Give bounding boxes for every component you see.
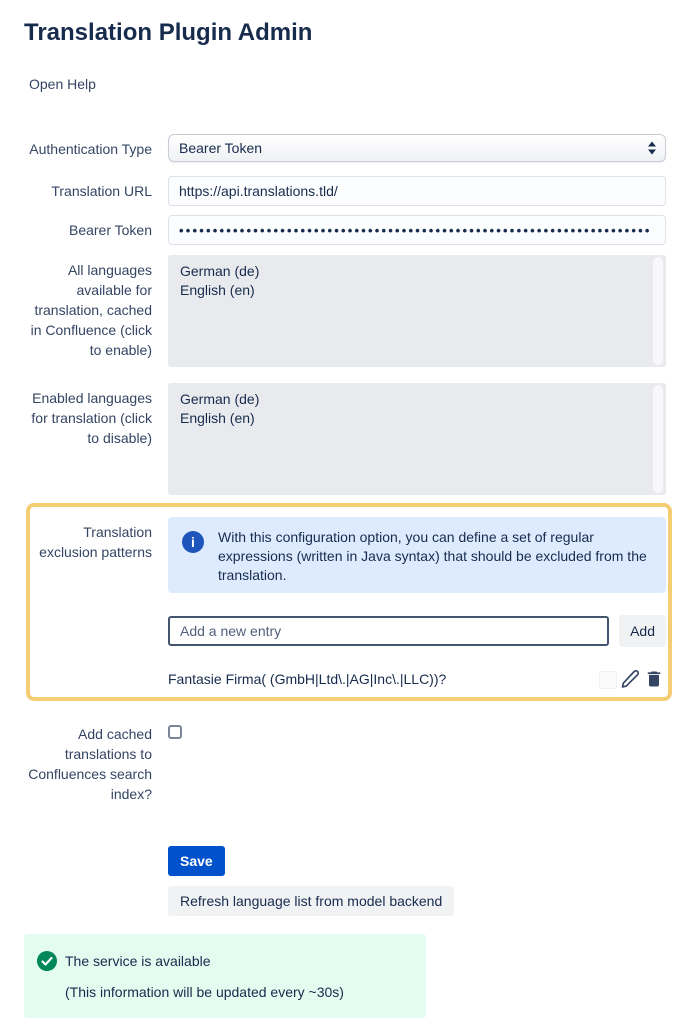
auth-type-select[interactable] — [168, 134, 666, 162]
info-icon: i — [182, 531, 204, 553]
settings-form — [24, 134, 666, 916]
bearer-token-label: Bearer Token — [68, 222, 152, 238]
save-button[interactable]: Save — [168, 846, 225, 876]
service-status-note: (This information will be updated every ~30s) — [65, 984, 344, 1000]
refresh-languages-button[interactable]: Refresh language list from model backend — [168, 886, 454, 916]
service-status-message: The service is available — [65, 953, 211, 969]
scrollbar[interactable] — [653, 257, 663, 365]
form-row-auth-type — [24, 134, 666, 162]
delete-entry-button[interactable] — [642, 669, 666, 689]
exclusion-add-row — [168, 615, 666, 647]
enabled-languages-multiselect[interactable] — [168, 383, 666, 495]
scrollbar[interactable] — [653, 385, 663, 493]
check-circle-icon — [37, 951, 57, 971]
translation-url-input[interactable] — [168, 176, 666, 206]
save-row — [168, 846, 666, 876]
enabled-languages-label: Enabled languages for translation (click to disable) — [31, 390, 152, 446]
translation-url-label: Translation URL — [51, 183, 152, 199]
page-title: Translation Plugin Admin — [24, 19, 313, 46]
pencil-icon — [620, 677, 640, 692]
auth-type-label: Authentication Type — [29, 141, 152, 157]
language-option-german[interactable]: German (de) — [180, 263, 260, 279]
open-help-link[interactable]: Open Help — [29, 76, 96, 92]
form-row-translation-url — [24, 176, 666, 206]
exclusion-patterns-section — [26, 503, 672, 701]
form-row-exclusion-patterns — [30, 517, 666, 689]
language-option-german[interactable]: German (de) — [180, 391, 260, 407]
exclusion-patterns-label: Translation exclusion patterns — [39, 524, 152, 560]
all-languages-label: All languages available for translation, cached in Confluence (click to enable) — [30, 262, 152, 358]
all-languages-multiselect[interactable] — [168, 255, 666, 367]
exclusion-info-text: With this configuration option, you can define a set of regular expressions (written in Java syntax) that should be excluded from the translation. — [218, 529, 647, 583]
exclusion-info-panel — [168, 517, 666, 593]
service-status-panel — [24, 934, 426, 1018]
trash-icon — [644, 677, 664, 692]
exclusion-entry-row — [168, 669, 666, 689]
edit-entry-button[interactable] — [618, 669, 642, 689]
form-row-search-index — [24, 719, 666, 804]
exclusion-entry-input[interactable] — [168, 616, 609, 646]
entry-ghost-box — [599, 671, 617, 689]
form-row-bearer-token — [24, 215, 666, 245]
bearer-token-input[interactable] — [168, 215, 666, 245]
search-index-label: Add cached translations to Confluences search index? — [28, 726, 152, 802]
form-row-enabled-languages — [24, 383, 666, 495]
add-entry-button[interactable]: Add — [619, 615, 666, 647]
exclusion-entry-text: Fantasie Firma( (GmbH|Ltd\.|AG|Inc\.|LLC))? — [168, 671, 447, 687]
search-index-checkbox[interactable] — [168, 725, 182, 739]
language-option-english[interactable]: English (en) — [180, 282, 255, 298]
form-row-all-languages — [24, 255, 666, 367]
refresh-row — [168, 876, 666, 916]
select-stepper-icon — [648, 142, 656, 155]
language-option-english[interactable]: English (en) — [180, 410, 255, 426]
auth-type-selected-value: Bearer Token — [179, 140, 263, 156]
